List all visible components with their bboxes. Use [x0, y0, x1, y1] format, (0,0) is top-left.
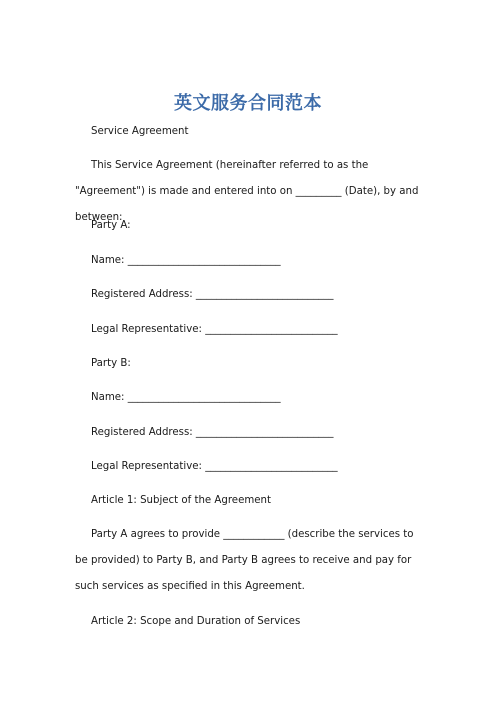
article-1-paragraph: Party A agrees to provide ____________ (describe the services to be provided) to Party B, and Party B agrees to receive and pay for such services as specified in this Agreement.: [75, 529, 414, 592]
party-b-representative-field: Legal Representative: __________________________: [91, 461, 338, 472]
party-a-label: Party A:: [91, 220, 131, 231]
party-a-representative-field: Legal Representative: __________________________: [91, 324, 338, 335]
heading-service-agreement: Service Agreement: [91, 126, 189, 137]
intro-paragraph: This Service Agreement (hereinafter referred to as the "Agreement") is made and entered into on _________ (Date), by and between:: [75, 160, 419, 223]
party-b-label: Party B:: [91, 358, 131, 369]
party-b-name-field: Name: ______________________________: [91, 392, 281, 403]
article-1-heading: Article 1: Subject of the Agreement: [91, 495, 271, 506]
party-a-address-field: Registered Address: ___________________________: [91, 289, 334, 300]
article-2-heading: Article 2: Scope and Duration of Services: [91, 616, 301, 627]
party-a-name-field: Name: ______________________________: [91, 255, 281, 266]
party-b-address-field: Registered Address: ___________________________: [91, 427, 334, 438]
document-title: 英文服务合同范本: [174, 93, 322, 114]
